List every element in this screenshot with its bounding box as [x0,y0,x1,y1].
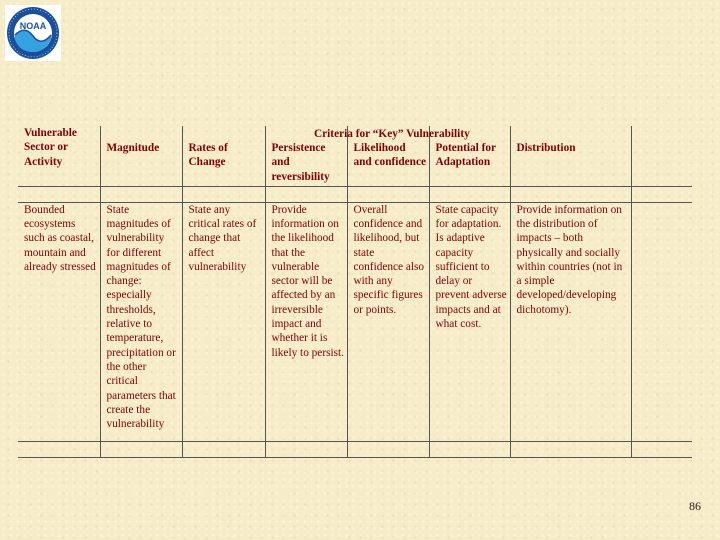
header-sector: Vulnerable Sector or Activity [18,126,100,187]
cell-persistence: Provide information on the likelihood that the vulnerable sector will be affected by an irreversible impact and whether it is likely to persist. [265,202,347,442]
spacer-row [18,187,692,203]
cell-distribution: Provide information on the distribution of impacts – both physically and socially within countries (not in a simple developed/developing dichotomy). [510,202,631,442]
header-magnitude: Magnitude [100,126,182,187]
noaa-logo [5,5,61,61]
logo-text: NOAA [19,21,47,31]
header-likelihood: Likelihood and confidence [347,126,429,187]
header-persistence: Persistence and reversibility [265,126,347,187]
cell-sector: Bounded ecosystems such as coastal, mountain and already stressed [18,202,100,442]
table-row [18,202,692,442]
cell-rates: State any critical rates of change that affect vulnerability [182,202,265,442]
header-rates: Rates of Change [182,126,265,187]
cell-magnitude: State magnitudes of vulnerability for different magnitudes of change: especially thresholds, relative to temperature, precipitation or the other critical parameters that create the vulnerability [100,202,182,442]
vulnerability-criteria-table [18,126,692,458]
criteria-title: Criteria for “Key” Vulnerability [314,128,470,140]
page-number: 86 [689,499,701,513]
end-row [18,442,692,458]
cell-adaptation: State capacity for adaptation. Is adaptive capacity sufficient to delay or prevent adverse impacts and at what cost. [429,202,510,442]
cell-empty [631,202,692,442]
header-adaptation: Potential for Adaptation [429,126,510,187]
cell-likelihood: Overall confidence and likelihood, but state confidence also with any specific figures or points. [347,202,429,442]
header-distribution: Distribution [510,126,631,187]
header-empty [631,126,692,187]
